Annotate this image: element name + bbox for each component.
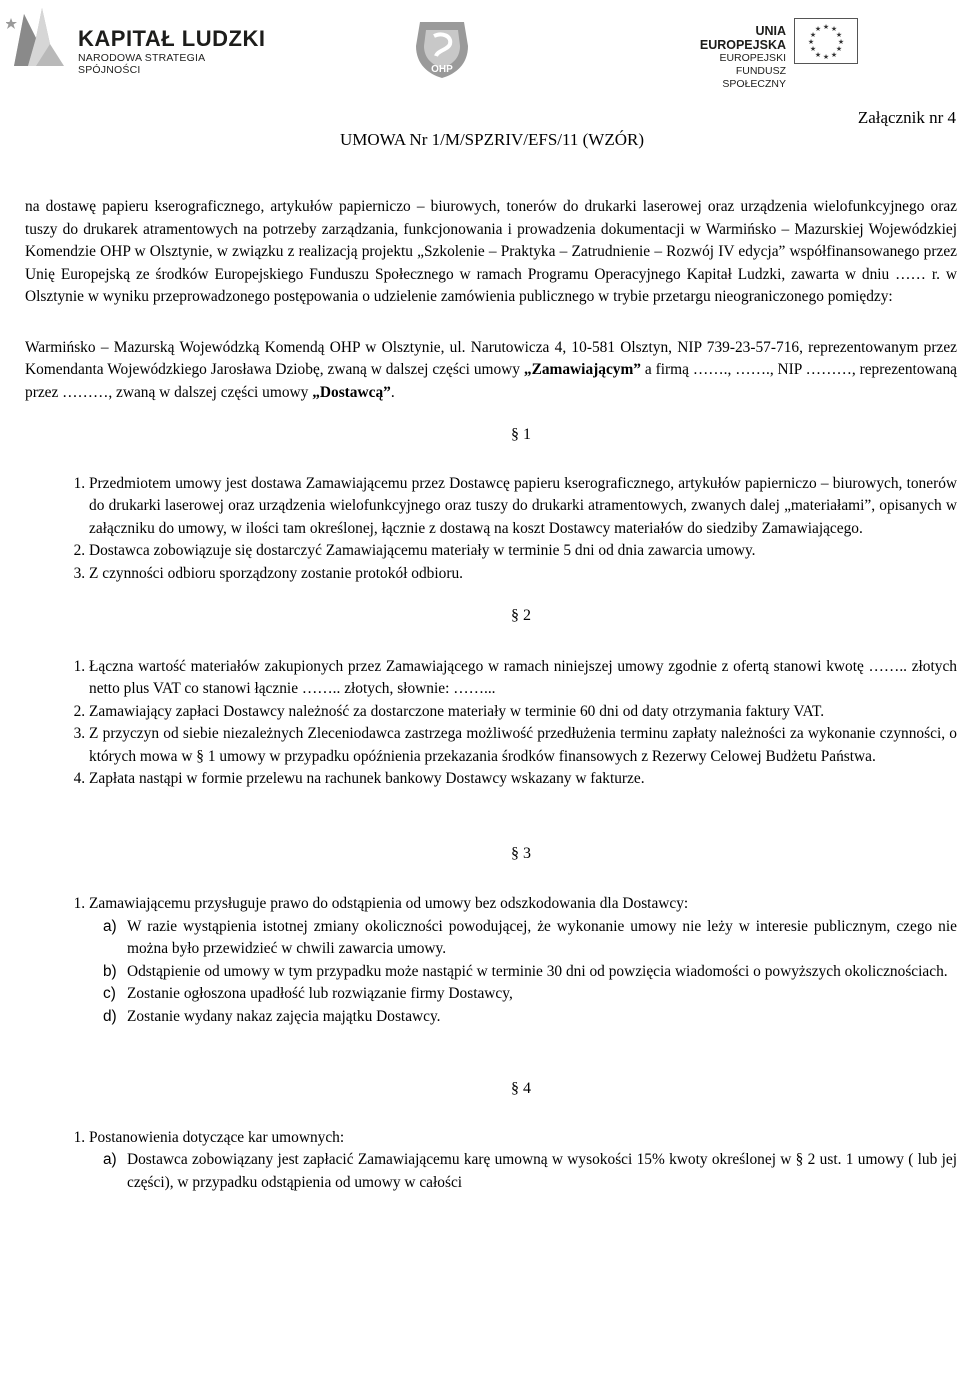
list-item xyxy=(73,983,957,1006)
svg-text:★: ★ xyxy=(814,25,822,33)
section-4-list xyxy=(25,1127,957,1150)
kl-logo-title: KAPITAŁ LUDZKI xyxy=(78,26,266,51)
svg-text:★: ★ xyxy=(809,31,817,39)
svg-text:★: ★ xyxy=(835,31,843,39)
annex-label: Załącznik nr 4 xyxy=(857,108,956,127)
kapital-ludzki-logo xyxy=(6,4,266,76)
svg-text:★: ★ xyxy=(807,38,815,46)
section-1-list xyxy=(25,473,957,586)
section-3-heading: § 3 xyxy=(511,844,531,862)
eu-logo-line2: EUROPEJSKI xyxy=(719,52,786,64)
parties-text-2: a firmą ……., ……., NIP ………, reprezentowaną przez ………, zwaną w dalszej części umowy xyxy=(25,361,957,401)
list-item: 1. Łączna wartość materiałów zakupionych przez Zamawiającego w ramach niniejszej umowy zgodnie z ofertą stanowi kwotę …….. złotych netto plus VAT co stanowi łącznie …….. złotych, słownie: ……... xyxy=(89,656,957,701)
list-item xyxy=(73,1149,957,1194)
list-item xyxy=(73,961,957,984)
header-logos xyxy=(0,0,960,90)
list-item-text: Zostanie wydany nakaz zajęcia majątku Dostawcy. xyxy=(127,1007,441,1025)
kl-logo-subtitle: NARODOWA STRATEGIA SPÓJNOŚCI xyxy=(78,52,205,76)
eu-flag-icon xyxy=(794,18,858,64)
document-title: UMOWA Nr 1/M/SPZRIV/EFS/11 (WZÓR) xyxy=(340,130,644,149)
section-4-heading: § 4 xyxy=(511,1080,531,1097)
list-marker: d) xyxy=(103,1007,117,1025)
section-4-sublist xyxy=(25,1149,957,1194)
svg-text:★: ★ xyxy=(830,25,838,33)
list-item xyxy=(73,916,957,961)
list-marker: a) xyxy=(103,1151,117,1168)
parties-text-1: Warmińsko – Mazurską Wojewódzką Komendą OHP w Olsztynie, ul. Narutowicza 4, 10-581 Olsztyn, NIP 739-23-57-716, reprezentowanym przez Komendanta Wojewódzkiego Jarosława Dziobę, zwaną w dalszej części umowy xyxy=(25,338,957,378)
zamawiajacy-term: „Zamawiającym” xyxy=(523,361,641,378)
list-item-text: Odstąpienie od umowy w tym przypadku może nastąpić w terminie 30 dni od powzięcia wiadomości o powyższych okolicznościach. xyxy=(127,962,948,980)
ohp-logo xyxy=(412,16,472,80)
svg-text:★: ★ xyxy=(822,23,830,31)
svg-text:★: ★ xyxy=(822,53,830,61)
svg-text:★: ★ xyxy=(814,51,822,59)
section-1-heading: § 1 xyxy=(511,426,531,443)
list-item xyxy=(89,893,957,916)
list-item: 4. Zapłata nastąpi w formie przelewu na rachunek bankowy Dostawcy wskazany w fakturze. xyxy=(89,768,957,791)
section-3-sublist xyxy=(25,916,957,1029)
intro-paragraph: na dostawę papieru kserograficznego, artykułów papierniczo – biurowych, tonerów do drukarki laserowej oraz urządzenia wielofunkcyjnego oraz tuszy do drukarek atramentowych na potrzeby zarządzania, funkcjonowania i prowadzenia dokumentacji w Warmińsko – Mazurskiej Wojewódzkiej Komendzie OHP w Olsztynie, w związku z realizacją projektu „Szkolenie – Praktyka – Zatrudnienie – Rozwój IV edycja” współfinansowanego przez Unię Europejską ze środków Europejskiego Funduszu Społecznego w ramach Programu Operacyjnego Kapitał Ludzki, zawarta w dniu …… r. w Olsztynie w wyniku przeprowadzonego postępowania o udzielenie zamówienia publicznego w trybie przetargu nieograniczonego pomiędzy: xyxy=(25,198,957,305)
parties-text-3: . xyxy=(390,383,395,401)
list-item: 2. Zamawiający zapłaci Dostawcy należność za dostarczone materiały w terminie 60 dni od daty otrzymania faktury VAT. xyxy=(89,701,957,724)
list-item xyxy=(89,1127,957,1150)
list-marker: b) xyxy=(103,962,117,980)
eu-logo-line1: UNIA EUROPEJSKA xyxy=(699,24,786,52)
section-3-list xyxy=(25,893,957,916)
eu-logo xyxy=(676,18,946,90)
section-2-list xyxy=(25,656,957,791)
list-item-text: W razie wystąpienia istotnej zmiany okoliczności powodującej, że wykonanie umowy nie leży w interesie publicznym, czego nie można było przewidzieć w chwili zawarcia umowy. xyxy=(127,917,957,957)
document-body xyxy=(25,196,957,1194)
ohp-emblem-icon xyxy=(412,16,472,80)
svg-text:★: ★ xyxy=(837,38,845,46)
dostawca-term: „Dostawcą” xyxy=(312,383,391,401)
list-item: 3. Z czynności odbioru sporządzony zostanie protokół odbioru. xyxy=(89,563,957,586)
svg-text:★: ★ xyxy=(830,51,838,59)
svg-text:★: ★ xyxy=(809,45,817,53)
eu-logo-text xyxy=(676,24,786,91)
list-item-text: Dostawca zobowiązany jest zapłacić Zamawiającemu karę umowną w wysokości 15% kwoty określonej w § 2 ust. 1 umowy ( lub jej części), w przypadku odstąpienia od umowy w całości xyxy=(127,1151,957,1191)
list-item: 3. Z przyczyn od siebie niezależnych Zleceniodawca zastrzega możliwość przedłużenia terminu zapłaty należności za wykonanie czynności, o których mowa w § 1 umowy w przypadku opóźnienia przekazania środków finansowych z Rezerwy Celowej Budżetu Państwa. xyxy=(89,723,957,768)
section-2-heading: § 2 xyxy=(511,607,531,624)
ohp-logo-text: OHP xyxy=(431,64,453,75)
list-item: 2. Dostawca zobowiązuje się dostarczyć Zamawiającemu materiały w terminie 5 dni od dnia zawarcia umowy. xyxy=(89,540,957,563)
kapital-ludzki-emblem-icon xyxy=(6,4,72,70)
list-marker: a) xyxy=(103,917,117,935)
section-4-item-1: Postanowienia dotyczące kar umownych: xyxy=(89,1128,345,1146)
eu-logo-line3: FUNDUSZ SPOŁECZNY xyxy=(722,65,786,90)
list-item: 1. Przedmiotem umowy jest dostawa Zamawiającemu przez Dostawcę papieru kserograficznego, artykułów papierniczo – biurowych, tonerów do drukarki laserowej oraz urządzenia wielofunkcyjnego oraz tuszy do drukarki atramentowych, zwanych dalej „materiałami”, opisanych w załączniku do umowy, w ilości tam określonej, łącznie z dostawą na koszt Dostawcy materiałów do siedziby Zamawiającego. xyxy=(89,473,957,541)
section-3-item-1: Zamawiającemu przysługuje prawo do odstąpienia od umowy bez odszkodowania dla Dostawcy: xyxy=(89,895,689,912)
kapital-ludzki-wordmark xyxy=(78,28,266,76)
list-item-text: Zostanie ogłoszona upadłość lub rozwiązanie firmy Dostawcy, xyxy=(127,985,513,1002)
parties-paragraph xyxy=(25,337,957,405)
list-item xyxy=(73,1006,957,1029)
list-marker: c) xyxy=(103,985,116,1002)
svg-text:★: ★ xyxy=(835,45,843,53)
